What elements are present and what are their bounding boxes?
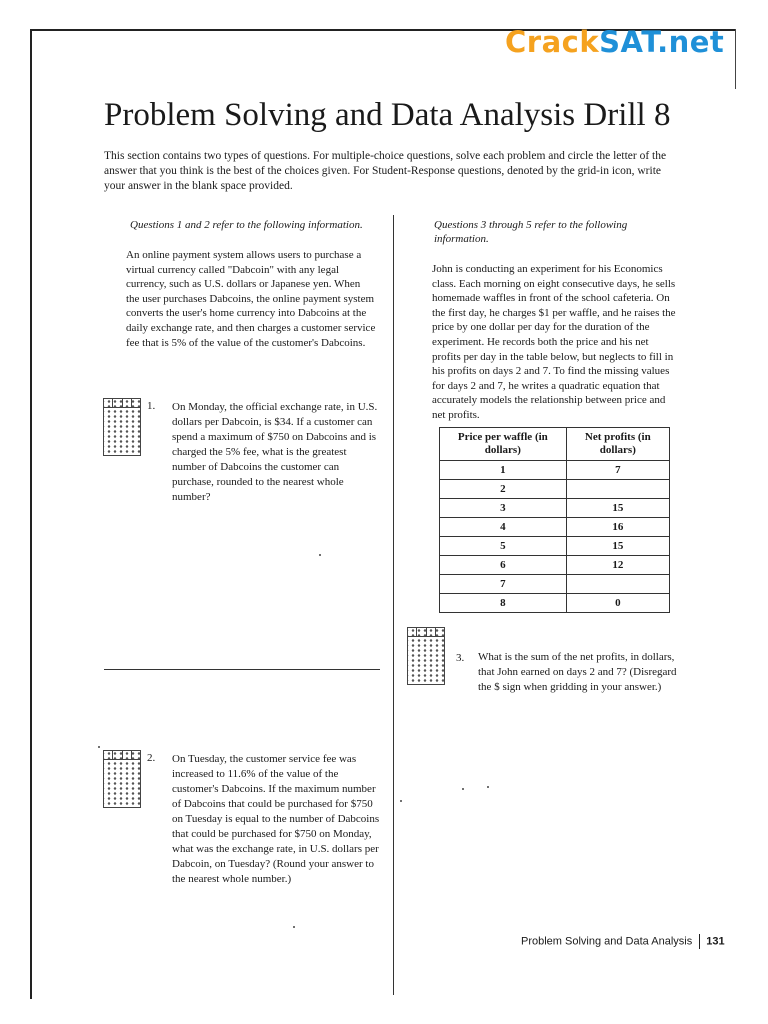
question-2-text: On Tuesday, the customer service fee was increased to 11.6% of the value of the customer's Dabcoins. If the maximum number of Dabcoins that could be purchased for $750 on Tuesday is equal to the number of Dabcoins that could be purchased for $750 on Monday, what was the exchange rate, in U.S. dollars per Dabcoin, on Tuesday? (Round your answer to the nearest whole number.) [172, 753, 380, 885]
table-row [440, 480, 670, 499]
column-divider [393, 215, 394, 995]
profit-cell: 12 [566, 556, 669, 575]
price-cell: 8 [440, 594, 567, 613]
scan-speck [319, 554, 321, 556]
column-header-profit: Net profits (in dollars) [566, 428, 669, 461]
price-cell: 6 [440, 556, 567, 575]
table-header-row [440, 428, 670, 461]
price-cell: 1 [440, 461, 567, 480]
question-1-text: On Monday, the official exchange rate, in U.S. dollars per Dabcoin, is $34. If a customer can spend a maximum of $750 on Dabcoins and is charged the 5% fee, what is the greatest number of Dabcoins the customer can purchase, rounded to the nearest whole number? [172, 401, 378, 503]
questions-1-2-heading: Questions 1 and 2 refer to the following information. [130, 219, 363, 231]
page-number: 131 [706, 935, 725, 948]
question-1-number: 1. [147, 400, 156, 412]
table-row [440, 461, 670, 480]
question-3-number: 3. [456, 652, 465, 664]
waffle-passage: John is conducting an experiment for his Economics class. Each morning on eight consecutive days, he sells homemade waffles in front of the school cafeteria. On the first day, he charges $1 per waffle, and he raises the price by one dollar per day for the duration of the experiment. He records both the price and his net profits per day in the table below, but neglects to fill in his profits on days 2 and 7. To find the missing values for days 2 and 7, he writes a quadratic equation that accurately models the relationship between price and net profits. [432, 263, 676, 421]
price-cell: 3 [440, 499, 567, 518]
brand-watermark: CrackSAT.net [505, 25, 725, 59]
scan-speck [98, 746, 100, 748]
page-title: Problem Solving and Data Analysis Drill 8 [104, 97, 671, 133]
page-footer [521, 934, 725, 949]
price-cell: 7 [440, 575, 567, 594]
answer-divider [104, 669, 380, 670]
dabcoin-passage: An online payment system allows users to purchase a virtual currency called "Dabcoin" with any legal currency, such as U.S. dollars or Japanese yen. When the user purchases Dabcoins, the online payment system converts the user's home currency into Dabcoins at the daily exchange rate, and then charges a customer service fee that is 5% of the value of the customer's Dabcoins. [126, 249, 376, 349]
table-row [440, 594, 670, 613]
table-row [440, 537, 670, 556]
grid-in-icon [103, 750, 141, 808]
page-border-left [30, 29, 32, 999]
profit-cell [566, 575, 669, 594]
profit-cell [566, 480, 669, 499]
profit-cell: 7 [566, 461, 669, 480]
footer-section-title: Problem Solving and Data Analysis [521, 935, 693, 948]
column-header-price: Price per waffle (in dollars) [440, 428, 567, 461]
waffle-profit-table [439, 427, 670, 613]
table-row [440, 575, 670, 594]
question-3-text: What is the sum of the net profits, in dollars, that John earned on days 2 and 7? (Disregard the $ sign when gridding in your answer.) [478, 651, 677, 693]
price-cell: 5 [440, 537, 567, 556]
scan-speck [462, 788, 464, 790]
page-border-right [735, 29, 736, 89]
profit-cell: 15 [566, 537, 669, 556]
question-2-number: 2. [147, 752, 156, 764]
scan-speck [293, 926, 295, 928]
table-row [440, 518, 670, 537]
questions-3-5-heading: Questions 3 through 5 refer to the following information. [434, 219, 628, 245]
scan-speck [487, 786, 489, 788]
profit-cell: 0 [566, 594, 669, 613]
footer-separator [699, 934, 700, 949]
grid-in-icon [407, 627, 445, 685]
table-row [440, 499, 670, 518]
table-row [440, 556, 670, 575]
price-cell: 4 [440, 518, 567, 537]
intro-text: This section contains two types of questions. For multiple-choice questions, solve each problem and circle the letter of the answer that you think is the best of the choices given. For Student-Response questions, denoted by the grid-in icon, write your answer in the blank space provided. [104, 150, 667, 192]
profit-cell: 15 [566, 499, 669, 518]
scan-speck [400, 800, 402, 802]
price-cell: 2 [440, 480, 567, 499]
profit-cell: 16 [566, 518, 669, 537]
grid-in-icon [103, 398, 141, 456]
